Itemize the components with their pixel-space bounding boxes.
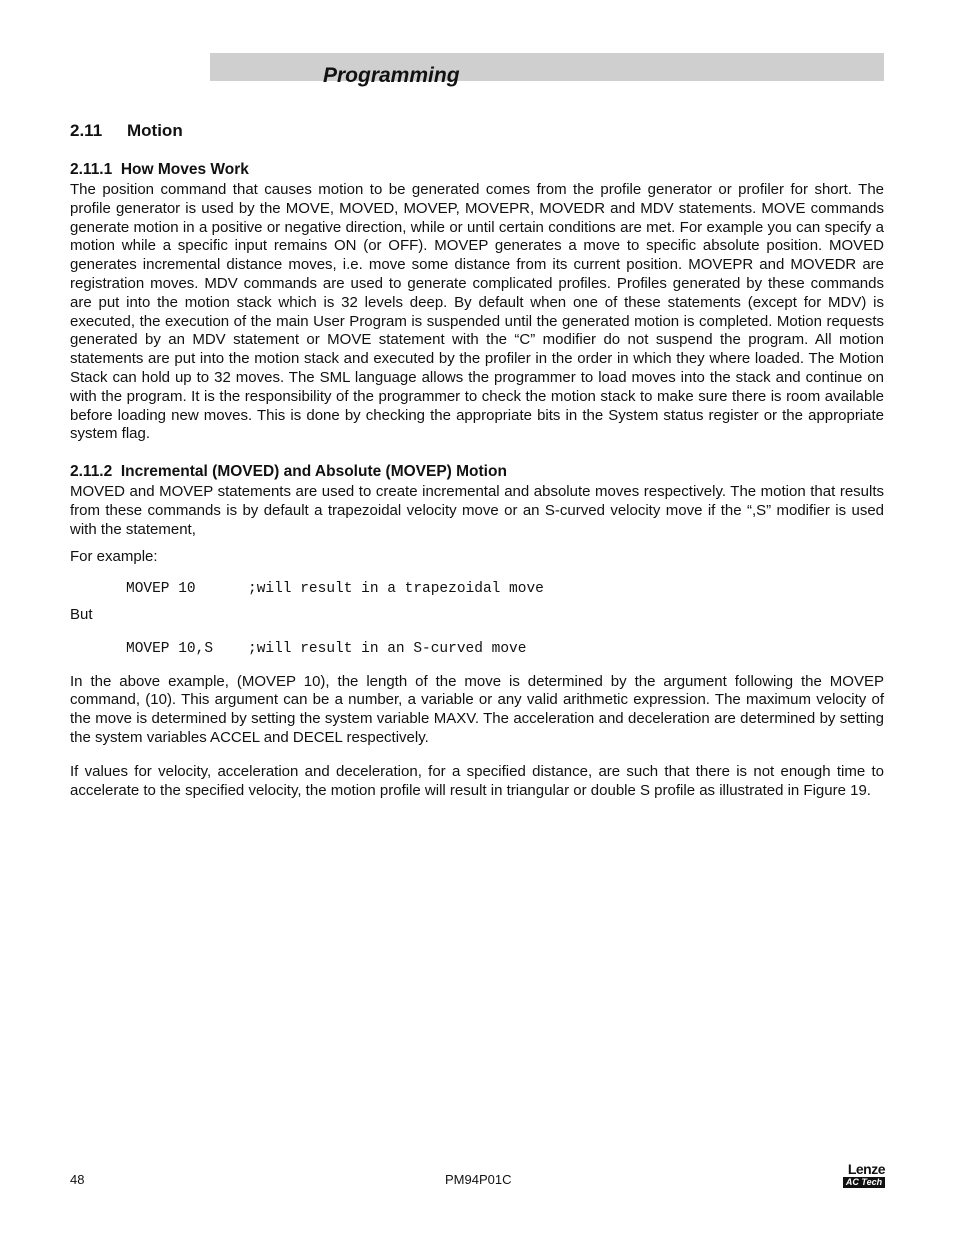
code-example-2 [126, 640, 884, 658]
document-code: PM94P01C [445, 1172, 512, 1187]
incremental-absolute-intro: MOVED and MOVEP statements are used to create incremental and absolute moves respectively. The motion that results from these commands is by default a trapezoidal velocity move or an S-curved velocity move if the “,S” modifier is used with the statement, [70, 483, 884, 538]
profile-paragraph: If values for velocity, acceleration and deceleration, for a specified distance, are such that there is not enough time to accelerate to the specified velocity, the motion profile will result in triangular or double S profile as illustrated in Figure 19. [70, 762, 884, 799]
page-content [70, 120, 884, 800]
code-example-2-comment: ;will result in an S-curved move [248, 640, 527, 657]
page-number: 48 [70, 1172, 85, 1187]
page-header-title: Programming [323, 64, 460, 87]
subsection-heading-incremental-absolute: 2.11.2 Incremental (MOVED) and Absolute (MOVEP) Motion [70, 463, 507, 481]
but-label: But [70, 605, 93, 623]
code-example-2-command: MOVEP 10,S [126, 640, 214, 657]
code-example-1 [126, 580, 884, 598]
for-example-label: For example: [70, 547, 158, 565]
how-moves-work-paragraph: The position command that causes motion to be generated comes from the profile generator or profiler for short. The profile generator is used by the MOVE, MOVED, MOVEP, MOVEPR, MOVEDR and MDV statements. MOVE commands generate motion in a positive or negative direction, while or until certain conditions are met. For example you can specify a motion while a specific input remains ON (or OFF). MOVEP generates a move to specific absolute position. MOVED generates incremental distance moves, i.e. move some distance from its current position. MOVEPR and MOVEDR are registration moves. MDV commands are used to generate complicated profiles. Profiles generated by these commands are put into the motion stack which is 32 levels deep. By default when one of these statements (except for MDV) is executed, the execution of the main User Program is suspended until the generated motion is completed. Motion requests generated by an MDV statement or MOVE statement with the “C” modifier do not suspend the program. All motion statements are put into the motion stack and executed by the profiler in the order in which they where loaded. The Motion Stack can hold up to 32 moves. The SML language allows the programmer to load moves into the stack and continue on with the program. It is the responsibility of the programmer to check the motion stack to make sure there is room available before loading new moves. This is done by checking the appropriate bits in the System status register or the appropriate system flag. [70, 181, 884, 443]
lenze-logo-wordmark: Lenze [847, 1161, 885, 1177]
code-example-1-comment: ;will result in a trapezoidal move [248, 580, 544, 597]
section-number: 2.11 [70, 121, 103, 140]
move-argument-paragraph: In the above example, (MOVEP 10), the length of the move is determined by the argument following the MOVEP command, (10). This argument can be a number, a variable or any valid arithmetic expression. The maximum velocity of the move is determined by setting the system variable MAXV. The acceleration and deceleration are determined by setting the system variables ACCEL and DECEL respectively. [70, 672, 884, 746]
actech-logo-badge: AC Tech [843, 1177, 885, 1188]
code-example-1-command: MOVEP 10 [126, 580, 196, 597]
section-title: Motion [127, 121, 183, 140]
lenze-logo [843, 1162, 885, 1190]
section-heading [70, 120, 884, 142]
header-bar [210, 53, 884, 81]
subsection-heading-how-moves-work: 2.11.1 How Moves Work [70, 161, 249, 178]
